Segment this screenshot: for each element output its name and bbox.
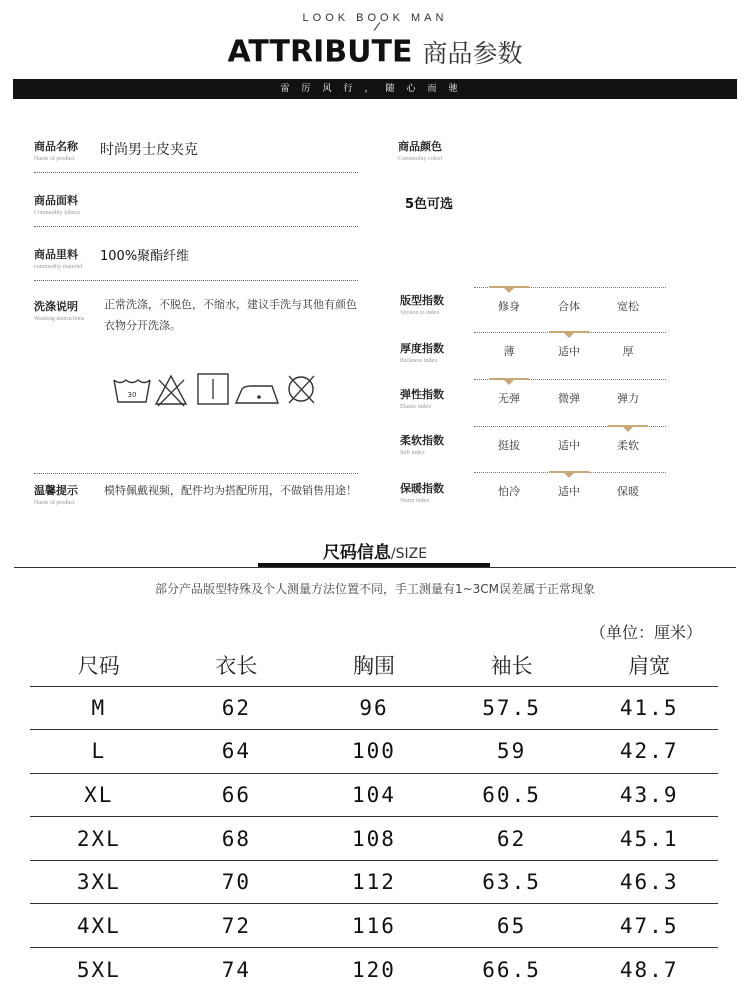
care-icons xyxy=(112,372,322,408)
table-cell: 100 xyxy=(305,730,443,774)
index-selected-marker xyxy=(504,380,514,385)
size-table-header-cell: 尺码 xyxy=(30,644,168,686)
title-cn: 商品参数 xyxy=(422,39,523,68)
table-row xyxy=(30,904,718,948)
table-cell: 4XL xyxy=(30,904,168,948)
table-cell: 120 xyxy=(352,957,396,982)
attr-name-value: 时尚男士皮夹克 xyxy=(100,142,198,158)
index-label-sub: Soft index xyxy=(400,450,425,456)
iron-low-icon xyxy=(236,386,278,403)
size-title-en: /SIZE xyxy=(390,546,428,562)
index-option: 适中 xyxy=(558,345,580,358)
index-label-text: 弹性指数 xyxy=(400,388,444,401)
size-table xyxy=(30,644,718,991)
wash-temp: 30 xyxy=(127,391,137,399)
attr-lining-value: 100%聚酯纤维 xyxy=(100,249,190,264)
attr-name-label: 商品名称 Name of product xyxy=(34,140,78,162)
table-cell: 5XL xyxy=(76,957,121,982)
index-label-sub: thickness index xyxy=(400,358,438,364)
attr-wash-value: 正常洗涤，不脱色，不缩水，建议手洗与其他有颜色衣物分开洗涤。 xyxy=(104,298,357,332)
table-cell: 74 xyxy=(221,957,252,982)
index-label xyxy=(400,340,444,364)
table-cell: L xyxy=(30,730,168,774)
size-table-header-cell: 袖长 xyxy=(443,644,581,686)
table-cell: 42.7 xyxy=(580,730,718,774)
table-cell: 3XL xyxy=(30,860,168,904)
table-cell: 70 xyxy=(168,860,306,904)
table-cell: 60.5 xyxy=(443,773,581,817)
table-row xyxy=(30,860,718,904)
index-option: 微弹 xyxy=(558,392,580,405)
index-selected-marker xyxy=(623,427,633,432)
table-cell: 62 xyxy=(168,686,306,730)
table-row xyxy=(30,773,718,817)
index-option: 挺拔 xyxy=(498,439,520,452)
table-cell: 68 xyxy=(168,817,306,861)
index-label xyxy=(400,432,444,456)
table-cell: 41.5 xyxy=(580,686,718,730)
table-cell: M xyxy=(30,686,168,730)
title-en: ATTRIBUTE xyxy=(227,34,413,70)
size-table-header-cell: 胸围 xyxy=(305,644,443,686)
table-cell: 63.5 xyxy=(443,860,581,904)
index-option: 合体 xyxy=(558,300,580,313)
index-label-sub: Warm index xyxy=(400,498,430,504)
attr-lining-label: 商品里料 commodity materiel xyxy=(34,248,83,270)
index-label-text: 保暖指数 xyxy=(400,482,444,495)
table-cell: 47.5 xyxy=(580,904,718,948)
index-selected-marker xyxy=(564,473,574,478)
index-label-text: 厚度指数 xyxy=(400,342,444,355)
divider xyxy=(34,473,358,474)
index-label xyxy=(400,480,444,504)
size-unit: （单位：厘米） xyxy=(589,623,702,642)
table-cell: 62 xyxy=(443,817,581,861)
size-table-header xyxy=(30,644,718,686)
table-row xyxy=(30,817,718,861)
size-heading xyxy=(0,538,750,563)
index-option: 无弹 xyxy=(498,392,520,405)
index-label xyxy=(400,292,444,316)
index-option: 保暖 xyxy=(617,485,639,498)
wash-30-icon xyxy=(114,380,150,402)
attr-tip-value: 模特佩戴视频，配件均为搭配所用，不做销售用途！ xyxy=(104,484,357,497)
table-cell: 46.3 xyxy=(580,860,718,904)
index-option: 修身 xyxy=(498,300,520,313)
attr-color-value: 5色可选 xyxy=(405,197,454,212)
divider xyxy=(34,172,358,173)
table-cell: 65 xyxy=(443,904,581,948)
table-cell: 48.7 xyxy=(619,957,679,982)
size-table-header-cell: 肩宽 xyxy=(580,644,718,686)
attr-color-label: 商品颜色 Commodity colort xyxy=(398,140,443,162)
table-cell: 2XL xyxy=(30,817,168,861)
size-table-header-cell: 衣长 xyxy=(168,644,306,686)
table-cell: XL xyxy=(30,773,168,817)
attr-wash-label: 洗涤说明 Washing instructions xyxy=(34,300,85,322)
divider xyxy=(34,280,358,281)
index-option: 厚 xyxy=(622,345,634,358)
table-cell: 96 xyxy=(305,686,443,730)
index-selected-marker xyxy=(564,333,574,338)
index-option: 宽松 xyxy=(617,300,639,313)
attr-tip-label: 温馨提示 Name of product xyxy=(34,484,78,506)
table-cell: 104 xyxy=(305,773,443,817)
size-title-cn: 尺码信息 xyxy=(322,543,391,563)
index-option: 适中 xyxy=(558,439,580,452)
table-cell: 72 xyxy=(168,904,306,948)
no-bleach-icon xyxy=(156,376,186,406)
table-cell: 45.1 xyxy=(580,817,718,861)
index-option: 柔软 xyxy=(617,439,639,452)
table-cell: 64 xyxy=(168,730,306,774)
lookbook-caption: LOOK BOOK MAN xyxy=(302,12,448,24)
table-cell: 57.5 xyxy=(443,686,581,730)
table-cell: 108 xyxy=(305,817,443,861)
index-selected-marker xyxy=(504,288,514,293)
table-cell: 59 xyxy=(443,730,581,774)
slogan-bar: 雷厉风行，随心而驰 xyxy=(13,79,737,99)
table-row xyxy=(30,730,718,774)
table-cell: 43.9 xyxy=(580,773,718,817)
divider xyxy=(34,226,358,227)
size-note: 部分产品版型特殊及个人测量方法位置不同，手工测量有1~3CM误差属于正常现象 xyxy=(154,582,596,596)
index-option: 适中 xyxy=(558,485,580,498)
index-option: 弹力 xyxy=(617,392,639,405)
index-label-text: 柔软指数 xyxy=(400,434,444,447)
drip-dry-icon xyxy=(198,374,228,404)
index-label-text: 版型指数 xyxy=(400,294,444,307)
size-heading-rule xyxy=(14,567,736,568)
table-cell: 66 xyxy=(168,773,306,817)
index-option: 薄 xyxy=(503,345,515,358)
index-label-sub: Elastic index xyxy=(400,404,432,410)
no-dry-clean-icon xyxy=(289,376,314,403)
attr-fabric-label: 商品面料 Commodity fabrics xyxy=(34,194,81,216)
table-cell: 116 xyxy=(305,904,443,948)
index-label-sub: Version to index xyxy=(400,310,440,316)
table-cell: 66.5 xyxy=(482,957,541,982)
page-title xyxy=(0,34,750,70)
index-label xyxy=(400,386,444,410)
table-row xyxy=(30,948,718,992)
table-row xyxy=(30,686,718,730)
index-option: 怕冷 xyxy=(498,485,520,498)
table-cell: 112 xyxy=(305,860,443,904)
